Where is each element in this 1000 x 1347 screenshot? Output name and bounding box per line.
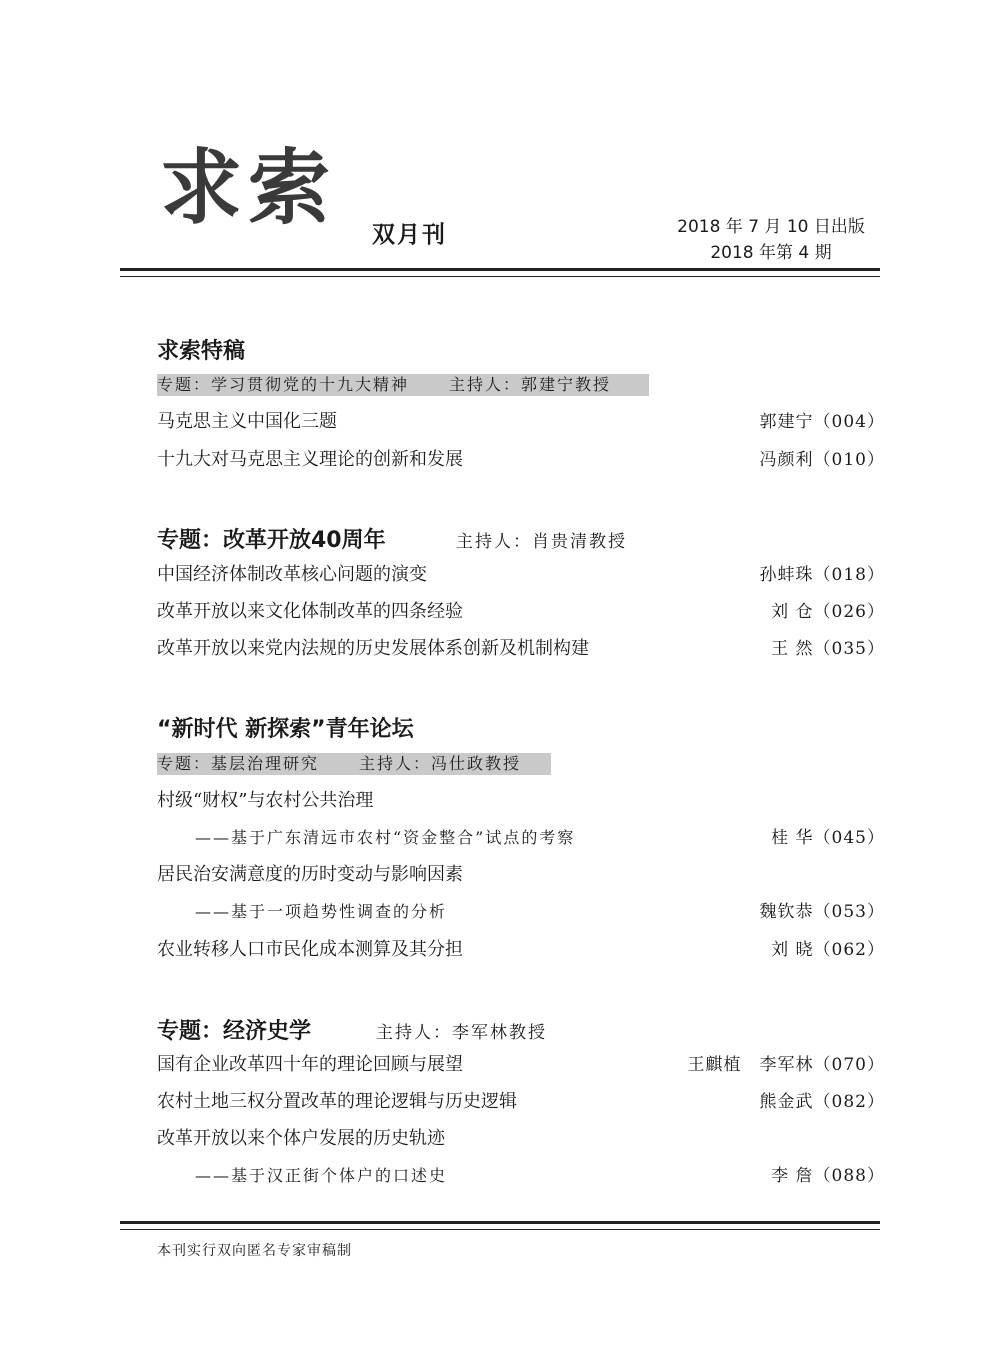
section-title: 求索特稿 — [157, 339, 246, 364]
section-title: 专题：经济史学 — [157, 1019, 312, 1044]
toc-entry[interactable] — [157, 447, 885, 473]
article-page: （010） — [813, 450, 885, 470]
review-policy-note: 本刊实行双向匿名专家审稿制 — [157, 1243, 352, 1259]
journal-frequency: 双月刊 — [372, 222, 447, 248]
toc-entry[interactable] — [157, 862, 885, 888]
article-title: 农村土地三权分置改革的理论逻辑与历史逻辑 — [157, 1091, 517, 1112]
footer-rule-thick — [120, 1221, 880, 1224]
article-title: 改革开放以来文化体制改革的四条经验 — [157, 601, 463, 622]
article-author: 王麒植 李军林 — [687, 1055, 814, 1075]
article-author: 冯颜利 — [759, 450, 814, 470]
toc-entry-subtitle[interactable] — [157, 899, 885, 925]
header-rule-thick — [120, 268, 880, 271]
article-title: 马克思主义中国化三题 — [157, 411, 337, 432]
article-page: （035） — [813, 639, 885, 659]
toc-entry[interactable] — [157, 409, 885, 435]
topic-band — [157, 753, 551, 775]
toc-entry-subtitle[interactable] — [157, 825, 885, 851]
section-host: 主持人：肖贵清教授 — [456, 532, 627, 552]
band-topic: 专题：学习贯彻党的十九大精神 — [157, 375, 410, 394]
article-author: 桂 华 — [771, 828, 814, 848]
article-author: 王 然 — [771, 639, 814, 659]
toc-entry[interactable] — [157, 562, 885, 588]
article-author: 李 詹 — [771, 1166, 814, 1186]
article-subtitle: ——基于广东清远市农村“资金整合”试点的考察 — [195, 828, 576, 847]
article-page: （045） — [813, 828, 885, 848]
footer-rule-thin — [120, 1229, 880, 1230]
article-title: 居民治安满意度的历时变动与影响因素 — [157, 864, 463, 885]
issue-number: 2018 年第 4 期 — [710, 243, 832, 263]
toc-entry[interactable] — [157, 599, 885, 625]
band-host: 主持人：冯仕政教授 — [359, 754, 522, 773]
toc-entry[interactable] — [157, 1089, 885, 1115]
article-page: （018） — [813, 565, 885, 585]
toc-entry[interactable] — [157, 636, 885, 662]
article-page: （026） — [813, 602, 885, 622]
toc-entry[interactable] — [157, 1052, 885, 1078]
journal-logo: 求索 — [160, 141, 337, 236]
article-author: 魏钦恭 — [759, 902, 814, 922]
article-page: （004） — [813, 412, 885, 432]
header-rule-thin — [120, 276, 880, 277]
article-author: 郭建宁 — [759, 412, 814, 432]
article-title: 十九大对马克思主义理论的创新和发展 — [157, 449, 463, 470]
article-author: 熊金武 — [759, 1092, 814, 1112]
band-host: 主持人：郭建宁教授 — [449, 375, 612, 394]
section-title: “新时代 新探索”青年论坛 — [157, 717, 414, 742]
section-title: 专题：改革开放40周年 — [157, 528, 386, 553]
article-title: 国有企业改革四十年的理论回顾与展望 — [157, 1054, 463, 1075]
article-author: 刘 仓 — [771, 602, 814, 622]
article-title: 中国经济体制改革核心问题的演变 — [157, 564, 427, 585]
article-title: 村级“财权”与农村公共治理 — [157, 790, 374, 811]
article-author: 刘 晓 — [771, 940, 814, 960]
article-title: 农业转移人口市民化成本测算及其分担 — [157, 939, 463, 960]
article-page: （082） — [813, 1092, 885, 1112]
article-page: （062） — [813, 940, 885, 960]
article-subtitle: ——基于一项趋势性调查的分析 — [195, 902, 448, 921]
section-host: 主持人：李军林教授 — [376, 1023, 547, 1043]
toc-entry-subtitle[interactable] — [157, 1163, 885, 1189]
article-page: （088） — [813, 1166, 885, 1186]
article-author: 孙蚌珠 — [759, 565, 814, 585]
toc-entry[interactable] — [157, 788, 885, 814]
article-title: 改革开放以来党内法规的历史发展体系创新及机制构建 — [157, 638, 589, 659]
toc-entry[interactable] — [157, 937, 885, 963]
article-title: 改革开放以来个体户发展的历史轨迹 — [157, 1128, 445, 1149]
article-page: （053） — [813, 902, 885, 922]
article-page: （070） — [813, 1055, 885, 1075]
topic-band — [157, 374, 649, 396]
toc-entry[interactable] — [157, 1126, 885, 1152]
article-subtitle: ——基于汉正街个体户的口述史 — [195, 1166, 448, 1185]
publication-date: 2018 年 7 月 10 日出版 — [677, 217, 865, 237]
band-topic: 专题：基层治理研究 — [157, 754, 320, 773]
